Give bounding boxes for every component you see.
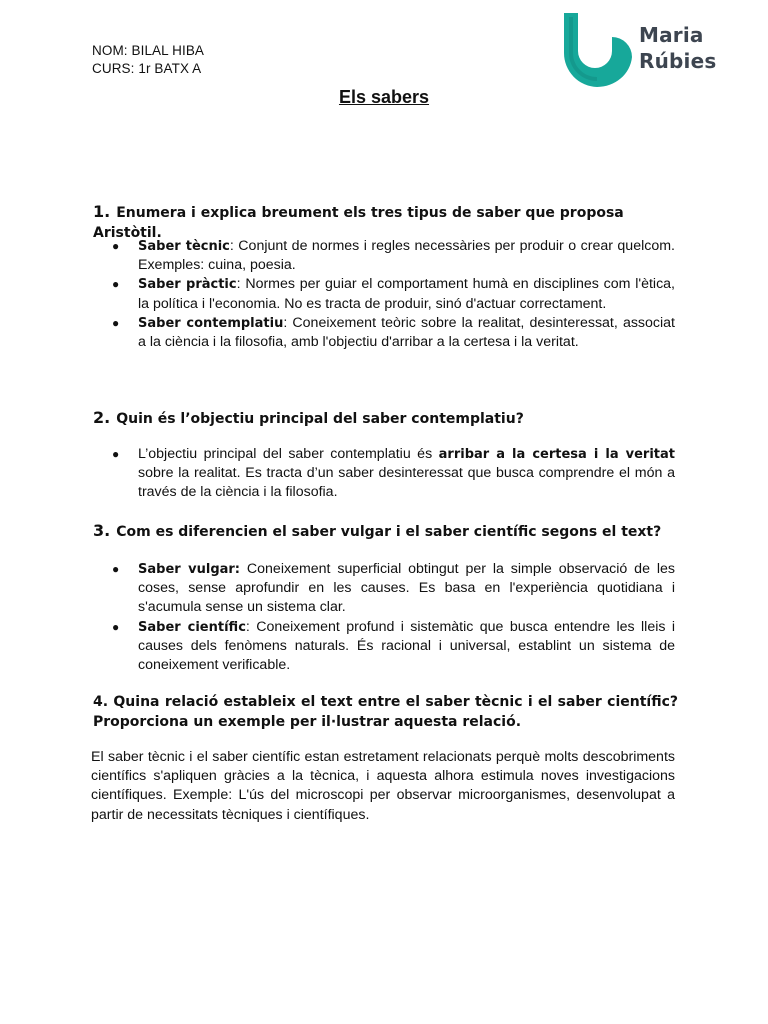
list-item-term: Saber vulgar: [138,562,241,577]
student-info [92,42,204,78]
school-logo [561,9,731,89]
bullet-icon: ● [112,315,120,330]
question-3-number: 3. [93,521,111,540]
list-item-text: : Coneixement teòric sobre la realitat, desinteressat, associat a la ciència i la filosofia, amb l'objectiu d'arribar a la certesa i la veritat. [138,314,675,351]
question-1-number: 1. [93,202,111,221]
bullet-icon: ● [112,239,120,253]
school-logo-line2: Rúbies [639,49,717,73]
question-1-answer-list [110,237,675,352]
list-item [110,560,675,618]
list-item [110,445,675,503]
bullet-icon: ● [112,562,120,576]
question-2-text: Quin és l’objectiu principal del saber contemplatiu? [116,411,524,427]
school-logo-icon [561,9,633,89]
list-item [110,618,675,676]
list-item-text: Coneixement superficial obtingut per la simple observació de les coses, sense aprofundir en les causes. Es basa en l'experiència quotidiana i s'acumula sense un sistema clar. [138,561,675,616]
school-logo-text [639,22,716,74]
list-item [110,314,675,352]
question-3-answer-list [110,560,675,675]
bullet-icon: ● [112,619,120,634]
list-item-text: : Coneixement profund i sistemàtic que busca entendre les lleis i causes dels fenòmens naturals. És racional i universal, establint un sistema de coneixement verificable. [138,618,675,674]
list-item-text-before: L’objectiu principal del saber contemplatiu és [138,446,439,462]
school-logo-line1: Maria [639,23,704,47]
question-4-answer: El saber tècnic i el saber científic estan estretament relacionats perquè molts descobriments científics s'apliquen gràcies a la tècnica, i aquesta alhora estimula noves investigacions científiques. Exemple: L'ús del microscopi per observar microorganismes, desenvolupat a partir de necessitats tècniques i científiques. [91,749,675,823]
question-2-answer-list [110,445,675,503]
question-3-text: Com es diferencien el saber vulgar i el saber científic segons el text? [116,524,662,540]
list-item-text: : Normes per guiar el comportament humà en disciplines com l'ètica, la política i l'economia. No es tracta de produir, sinó d'actuar correctament. [138,276,675,312]
student-name: NOM: BILAL HIBA [92,43,205,58]
page-title: Els sabers [338,87,430,107]
question-1-text: Enumera i explica breument els tres tipus de saber que proposa Aristòtil. [93,205,624,241]
bullet-icon: ● [112,277,120,292]
list-item [110,275,675,313]
list-item-text-after: sobre la realitat. Es tracta d’un saber desinteressat que busca comprendre el món a través de la ciència i la filosofia. [138,465,675,501]
question-2-number: 2. [93,408,111,427]
student-course: CURS: 1r BATX A [92,61,202,76]
question-3 [93,521,678,542]
list-item [110,237,675,275]
list-item-term: Saber contemplatiu [138,315,284,331]
list-item-emphasis: arribar a la certesa i la veritat [438,447,675,462]
list-item-term: Saber tècnic [138,239,230,254]
question-2 [93,408,678,429]
list-item-text: : Conjunt de normes i regles necessàries per produir o crear quelcom. Exemples: cuina, poesia. [138,238,675,274]
list-item-term: Saber pràctic [138,277,237,293]
question-4: 4. Quina relació estableix el text entre el saber tècnic i el saber científic? Proporciona un exemple per il·lustrar aquesta relació. [93,694,678,730]
bullet-icon: ● [112,447,120,461]
list-item-term: Saber científic [138,619,246,635]
